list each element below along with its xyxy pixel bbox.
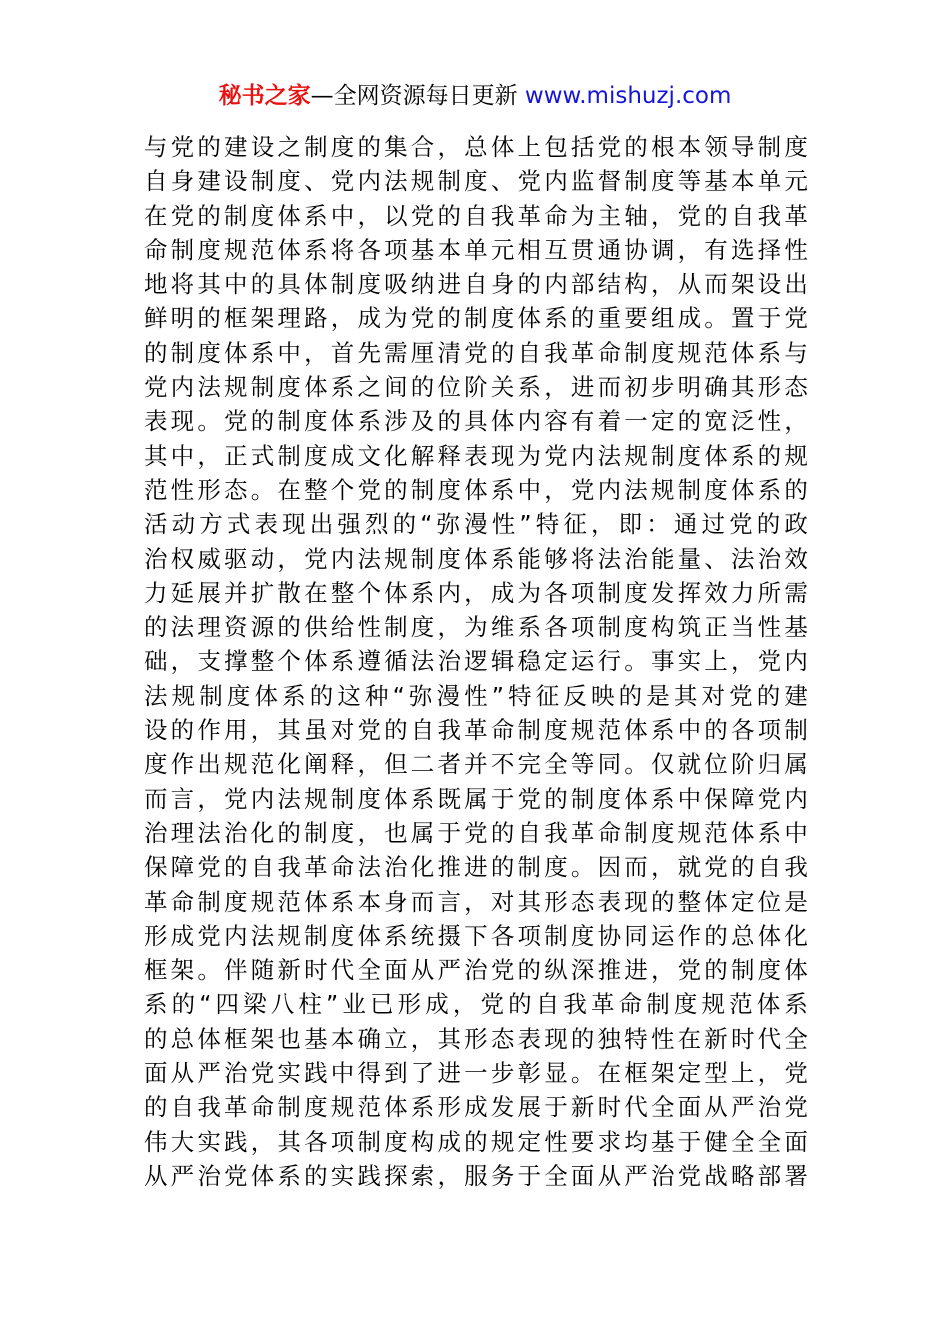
text-line: 革命制度规范体系本身而言，对其形态表现的整体定位是 xyxy=(144,887,808,916)
text-line: 在党的制度体系中，以党的自我革命为主轴，党的自我革 xyxy=(144,201,808,230)
brand-name: 秘书之家 xyxy=(218,83,311,109)
text-line: 地将其中的具体制度吸纳进自身的内部结构，从而架设出 xyxy=(144,270,808,299)
text-line: 面从严治党实践中得到了进一步彰显。在框架定型上，党 xyxy=(144,1059,808,1088)
text-line: 框架。伴随新时代全面从严治党的纵深推进，党的制度体 xyxy=(144,956,808,985)
text-line: 度作出规范化阐释，但二者并不完全等同。仅就位阶归属 xyxy=(144,750,808,779)
text-line: 治权威驱动，党内法规制度体系能够将法治能量、法治效 xyxy=(144,544,808,573)
text-line: 命制度规范体系将各项基本单元相互贯通协调，有选择性 xyxy=(144,235,808,264)
text-line: 表现。党的制度体系涉及的具体内容有着一定的宽泛性， xyxy=(144,407,808,436)
text-line: 从严治党体系的实践探索，服务于全面从严治党战略部署 xyxy=(144,1161,808,1190)
text-line: 而言，党内法规制度体系既属于党的制度体系中保障党内 xyxy=(144,784,808,813)
text-line: 治理法治化的制度，也属于党的自我革命制度规范体系中 xyxy=(144,818,808,847)
document-body xyxy=(144,130,808,1193)
text-line: 法规制度体系的这种“弥漫性”特征反映的是其对党的建 xyxy=(144,681,808,710)
text-line: 其中，正式制度成文化解释表现为党内法规制度体系的规 xyxy=(144,441,808,470)
text-line: 活动方式表现出强烈的“弥漫性”特征，即：通过党的政 xyxy=(144,510,808,539)
header-tagline: —全网资源每日更新 xyxy=(310,83,518,109)
text-line: 党内法规制度体系之间的位阶关系，进而初步明确其形态 xyxy=(144,373,808,402)
text-line: 保障党的自我革命法治化推进的制度。因而，就党的自我 xyxy=(144,853,808,882)
text-line: 的总体框架也基本确立，其形态表现的独特性在新时代全 xyxy=(144,1024,808,1053)
text-line: 形成党内法规制度体系统摄下各项制度协同运作的总体化 xyxy=(144,921,808,950)
text-line: 范性形态。在整个党的制度体系中，党内法规制度体系的 xyxy=(144,475,808,504)
text-line: 的法理资源的供给性制度，为维系各项制度构筑正当性基 xyxy=(144,613,808,642)
text-line: 的自我革命制度规范体系形成发展于新时代全面从严治党 xyxy=(144,1093,808,1122)
text-line: 与党的建设之制度的集合，总体上包括党的根本领导制度 xyxy=(144,133,808,161)
text-line: 系的“四梁八柱”业已形成，党的自我革命制度规范体系 xyxy=(144,990,808,1019)
text-line: 鲜明的框架理路，成为党的制度体系的重要组成。置于党 xyxy=(144,304,808,333)
text-line: 伟大实践，其各项制度构成的规定性要求均基于健全全面 xyxy=(144,1127,808,1156)
page-header xyxy=(0,80,950,112)
text-line: 础，支撑整个体系遵循法治逻辑稳定运行。事实上，党内 xyxy=(144,647,808,676)
text-line: 的制度体系中，首先需厘清党的自我革命制度规范体系与 xyxy=(144,338,808,367)
text-line: 设的作用，其虽对党的自我革命制度规范体系中的各项制 xyxy=(144,716,808,745)
site-url-link[interactable]: www.mishuzj.com xyxy=(524,83,732,109)
text-line: 力延展并扩散在整个体系内，成为各项制度发挥效力所需 xyxy=(144,578,808,607)
text-line: 自身建设制度、党内法规制度、党内监督制度等基本单元 xyxy=(144,167,808,196)
